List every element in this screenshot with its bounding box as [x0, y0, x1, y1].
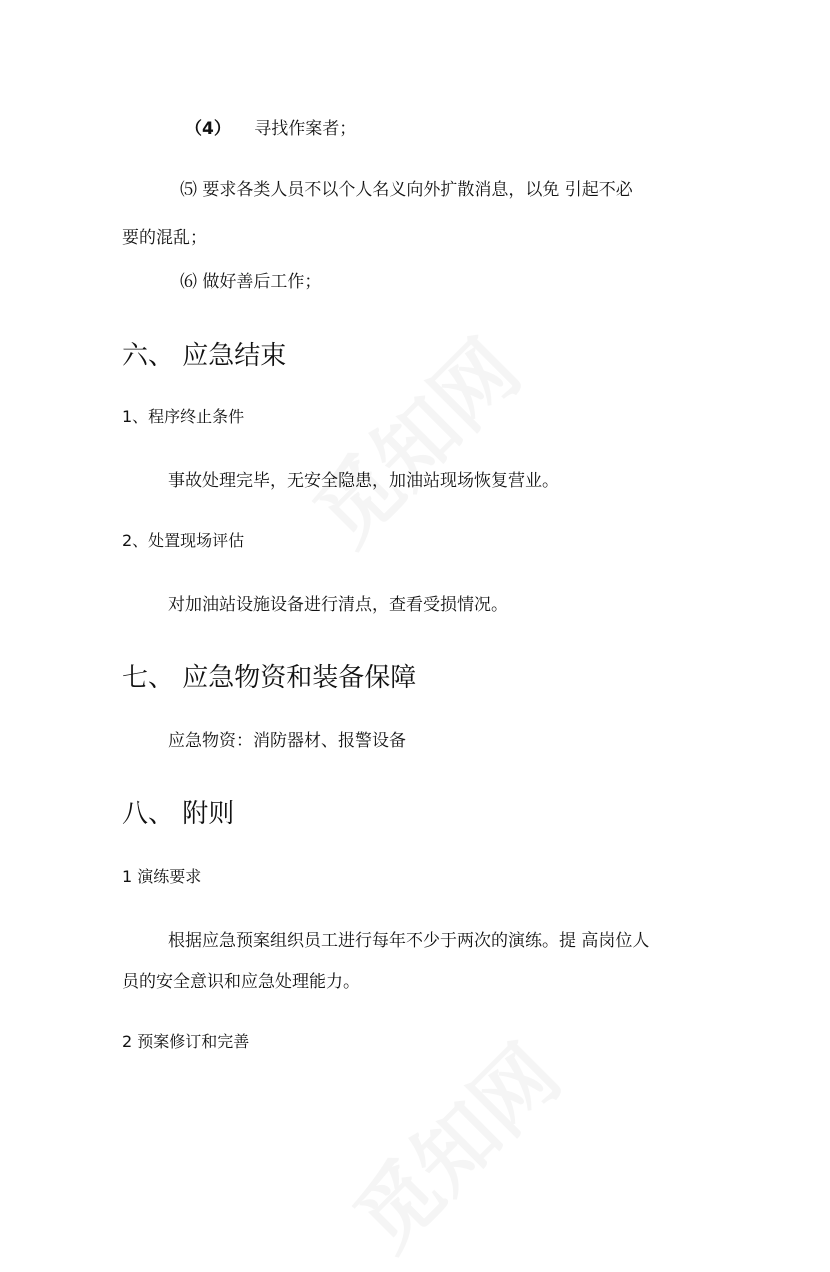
item-4	[185, 117, 356, 141]
section-7-text: 应急物资：消防器材、报警设备	[168, 731, 406, 751]
item-5-line-2: 要的混乱；	[122, 228, 207, 248]
section-8-sub-1-line-1: 根据应急预案组织员工进行每年不少于两次的演练。提 高岗位人	[168, 931, 650, 951]
section-8-heading: 八、 附则	[122, 799, 235, 829]
section-8-sub-1: 1 演练要求	[122, 867, 202, 886]
item-4-number: （4）	[185, 119, 231, 139]
item-5-line-1: ⑸ 要求各类人员不以个人名义向外扩散消息，以免 引起不必	[180, 180, 633, 200]
section-6-sub-1: 1、程序终止条件	[122, 407, 245, 426]
watermark-bottom	[325, 1015, 582, 1272]
section-6-sub-2-text: 对加油站设施设备进行清点，查看受损情况。	[168, 595, 508, 615]
watermark	[285, 310, 542, 567]
section-8-sub-1-line-2: 员的安全意识和应急处理能力。	[122, 972, 360, 992]
section-7-heading: 七、 应急物资和装备保障	[122, 663, 417, 693]
item-4-text: 寻找作案者；	[254, 119, 357, 139]
item-6: ⑹ 做好善后工作；	[180, 272, 322, 292]
section-8-sub-2: 2 预案修订和完善	[122, 1032, 250, 1051]
section-6-sub-1-text: 事故处理完毕，无安全隐患，加油站现场恢复营业。	[168, 471, 559, 491]
section-6-sub-2: 2、处置现场评估	[122, 531, 245, 550]
section-6-heading: 六、 应急结束	[122, 341, 287, 371]
